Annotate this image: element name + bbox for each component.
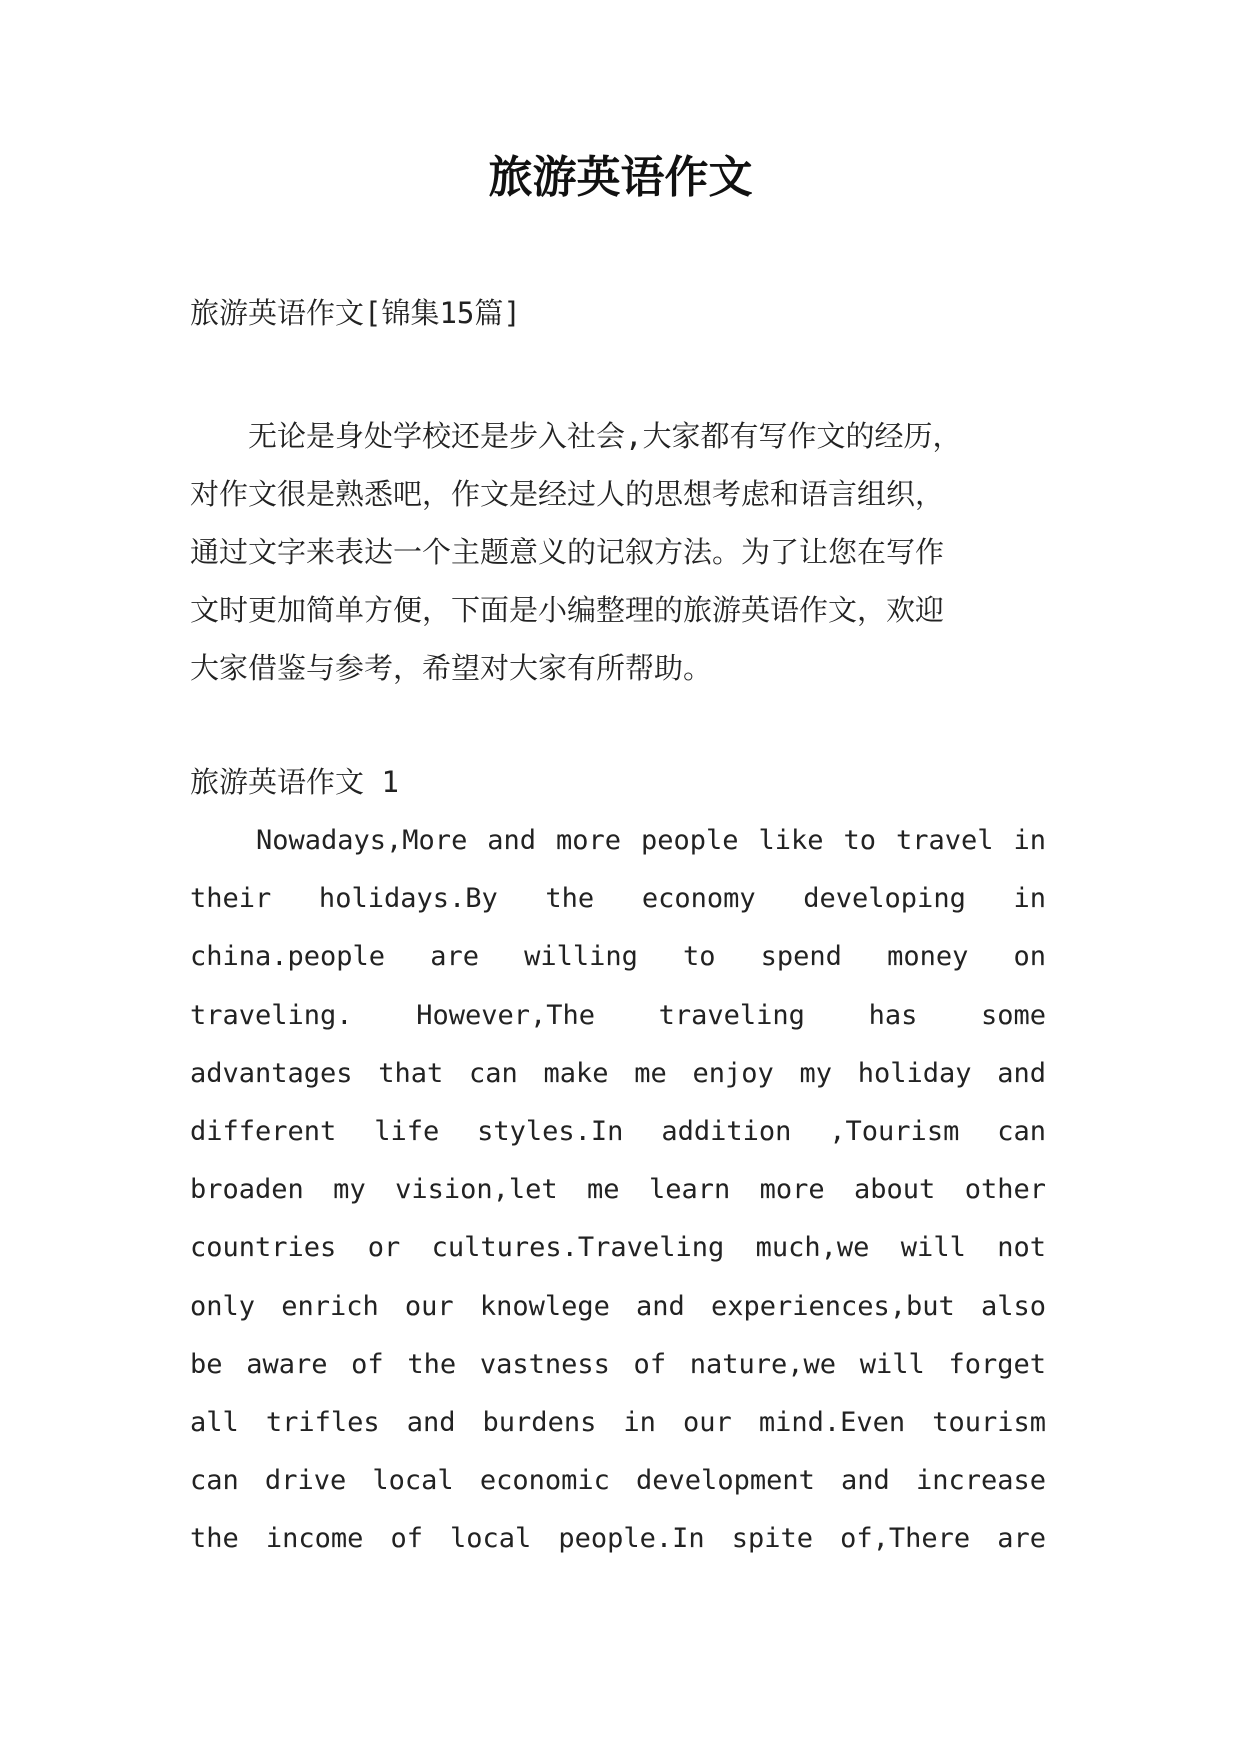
intro-line: 通过文字来表达一个主题意义的记叙方法。为了让您在写作: [190, 535, 945, 569]
essay-line: china.people are willing to spend money on: [190, 941, 1046, 973]
intro-line: 对作文很是熟悉吧，作文是经过人的思想考虑和语言组织，: [190, 477, 945, 511]
essay-line: their holidays.By the economy developing in: [190, 883, 1046, 915]
essay-line: can drive local economic development and increase: [190, 1465, 1046, 1497]
section-heading: 旅游英语作文 1: [190, 765, 399, 799]
essay-line: broaden my vision,let me learn more about other: [190, 1174, 1046, 1206]
essay-line: different life styles.In addition ,Tourism can: [190, 1115, 1046, 1147]
essay-line: countries or cultures.Traveling much,we will not: [190, 1232, 1046, 1264]
essay-line: all trifles and burdens in our mind.Even tourism: [190, 1406, 1046, 1438]
essay-line: traveling. However,The traveling has some: [190, 999, 1046, 1031]
essay-line: advantages that can make me enjoy my holiday and: [190, 1057, 1046, 1089]
essay-line: only enrich our knowlege and experiences,but also: [190, 1290, 1046, 1322]
essay-line: the income of local people.In spite of,There are: [190, 1523, 1046, 1555]
intro-paragraph: [190, 407, 1070, 697]
essay-line: Nowadays,More and more people like to travel in: [256, 825, 1046, 856]
intro-line: 无论是身处学校还是步入社会,大家都有写作文的经历，: [190, 419, 962, 453]
essay-line: be aware of the vastness of nature,we will forget: [190, 1348, 1046, 1380]
document-title: 旅游英语作文: [488, 152, 753, 203]
intro-line: 文时更加简单方便，下面是小编整理的旅游英语作文，欢迎: [190, 593, 945, 627]
essay-paragraph: [190, 812, 1046, 1568]
intro-line: 大家借鉴与参考，希望对大家有所帮助。: [190, 651, 713, 685]
document-subtitle: 旅游英语作文[锦集15篇]: [190, 296, 521, 330]
